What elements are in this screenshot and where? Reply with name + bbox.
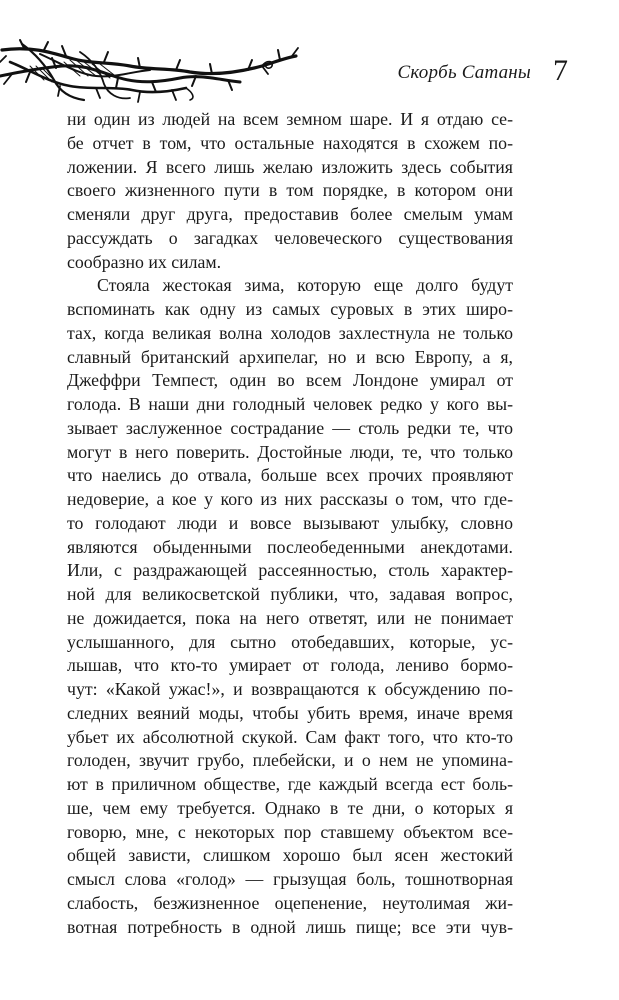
text-line: славный британский архипелаг, но и всю Европу, а я, <box>67 346 513 367</box>
text-line: следних веяний моды, чтобы убить время, иначе время <box>67 702 513 723</box>
text-line: вотная потребность в одной лишь пище; все эти чув- <box>67 916 513 937</box>
text-line: Стояла жестокая зима, которую еще долго будут <box>97 275 513 296</box>
text-line: чут: «Какой ужас!», и возвращаются к обсуждению по- <box>67 679 513 699</box>
text-line: своего жизненного пути в том порядке, в котором они <box>67 180 513 201</box>
text-line: лышав, что кто-то умирает от голода, лениво бормо- <box>67 655 513 676</box>
text-line: общей зависти, слишком хорошо был ясен жестокий <box>67 845 513 866</box>
text-line: смысл слова «голод» — грызущая боль, тошнотворная <box>67 869 513 889</box>
text-line: что наелись до отвала, больше всех прочих проявляют <box>67 465 513 486</box>
text-line: не дожидается, пока на него ответят, или не понимает <box>67 607 513 628</box>
text-line: сообразно их силам. <box>67 251 222 272</box>
text-line: голоден, звучит грубо, плебейски, и о нем не упомина- <box>67 750 513 771</box>
text-line: зывает заслуженное сострадание — столь редки те, что <box>67 417 513 438</box>
text-line: ни один из людей на всем земном шаре. И я отдаю се- <box>67 109 513 129</box>
text-line: услышанного, для сытно отобедавших, которые, ус- <box>67 631 513 652</box>
text-line: сменяли друг друга, предоставив более смелым умам <box>67 204 513 224</box>
text-line: голода. В наши дни голодный человек редко у кого вы- <box>67 394 513 414</box>
text-line: тах, когда великая волна холодов захлестнула не только <box>67 322 513 343</box>
text-line: могут в него поверить. Достойные люди, те, что только <box>67 441 513 462</box>
text-line: вспоминать как одну из самых суровых в этих широ- <box>67 299 513 319</box>
page-header <box>0 0 619 110</box>
thorny-branch-ornament-icon <box>0 36 300 106</box>
text-line: являются обыденными послеобеденными анекдотами. <box>67 536 513 557</box>
text-line: Джеффри Темпест, один во всем Лондоне умирал от <box>67 370 513 391</box>
text-line: Или, с раздражающей рассеянностью, столь характер- <box>67 560 513 581</box>
text-line: слабость, безжизненное оцепенение, неутолимая жи- <box>67 892 513 913</box>
text-line: ной для великосветской публики, что, задавая вопрос, <box>67 584 513 604</box>
text-line: убьет их абсолютной скукой. Сам факт того, что кто-то <box>67 726 513 747</box>
text-line: недоверие, а кое у кого из них рассказы о том, что где- <box>67 489 513 509</box>
body-text <box>67 108 513 939</box>
running-title: Скорбь Сатаны <box>397 62 531 83</box>
text-line: ложении. Я всего лишь желаю изложить здесь события <box>67 156 513 177</box>
text-line: бе отчет в том, что остальные находятся в схожем по- <box>67 132 513 153</box>
text-line: то голодают люди и вовсе вызывают улыбку, словно <box>67 512 513 533</box>
page-number: 7 <box>553 54 568 87</box>
text-line: говорю, мне, с некоторых пор ставшему объектом все- <box>67 821 513 842</box>
text-line: ше, чем ему требуется. Однако в те дни, о которых я <box>67 797 513 818</box>
text-line: рассуждать о загадках человеческого существования <box>67 227 513 248</box>
text-line: ют в приличном обществе, где каждый всегда ест боль- <box>67 774 513 794</box>
